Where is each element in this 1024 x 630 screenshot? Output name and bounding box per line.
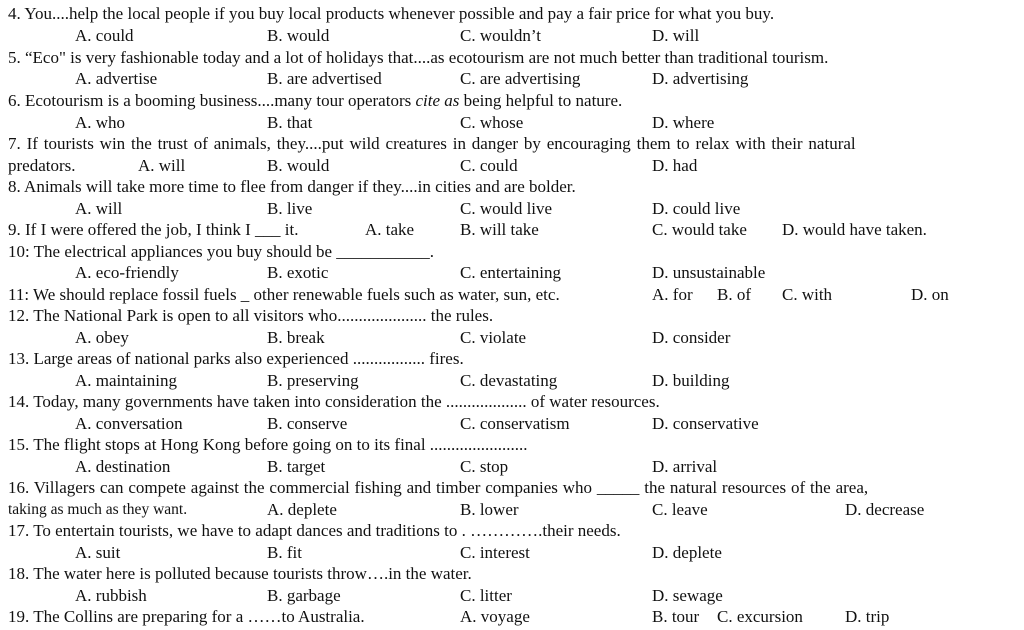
option-d: D. consider bbox=[652, 328, 731, 347]
question-stem bbox=[8, 90, 622, 112]
question-5-options bbox=[0, 68, 1024, 90]
question-8 bbox=[0, 176, 1024, 198]
option-a: A. could bbox=[75, 26, 134, 45]
option-c: C. interest bbox=[460, 543, 530, 562]
option-a: A. eco-friendly bbox=[75, 263, 179, 282]
option-b: B. of bbox=[717, 285, 751, 304]
question-stem: 17. To entertain tourists, we have to adapt dances and traditions to . ………….their needs. bbox=[8, 521, 621, 540]
option-a: A. suit bbox=[75, 543, 121, 562]
question-10-options bbox=[0, 262, 1024, 284]
option-d: D. conservative bbox=[652, 414, 759, 433]
option-a: A. take bbox=[365, 220, 415, 239]
question-stem: 10: The electrical appliances you buy should be ___________. bbox=[8, 242, 435, 261]
option-a: A. who bbox=[75, 113, 126, 132]
question-12-options bbox=[0, 327, 1024, 349]
question-16 bbox=[0, 477, 1024, 499]
option-a: A. conversation bbox=[75, 414, 183, 433]
option-c: C. conservatism bbox=[460, 414, 570, 433]
question-15 bbox=[0, 434, 1024, 456]
option-c: C. stop bbox=[460, 457, 509, 476]
option-b: B. live bbox=[267, 199, 313, 218]
question-stem: 19. The Collins are preparing for a ……to Australia. bbox=[8, 607, 365, 626]
option-a: A. obey bbox=[75, 328, 129, 347]
option-d: D. unsustainable bbox=[652, 263, 766, 282]
option-c: C. are advertising bbox=[460, 69, 581, 88]
option-b: B. conserve bbox=[267, 414, 348, 433]
option-a: A. will bbox=[75, 199, 123, 218]
question-13 bbox=[0, 348, 1024, 370]
option-d: D. could live bbox=[652, 199, 741, 218]
option-a: A. maintaining bbox=[75, 371, 177, 390]
question-10 bbox=[0, 241, 1024, 263]
question-12 bbox=[0, 305, 1024, 327]
option-a: A. destination bbox=[75, 457, 171, 476]
option-a: A. deplete bbox=[267, 500, 337, 519]
option-d: D. arrival bbox=[652, 457, 718, 476]
question-stem-continued: taking as much as they want. bbox=[8, 501, 188, 518]
option-d: D. trip bbox=[845, 607, 890, 626]
option-c: C. devastating bbox=[460, 371, 558, 390]
option-a: A. will bbox=[138, 156, 186, 175]
option-b: B. target bbox=[267, 457, 326, 476]
option-c: C. excursion bbox=[717, 607, 803, 626]
option-d: D. on bbox=[911, 285, 949, 304]
option-b: B. will take bbox=[460, 220, 539, 239]
option-b: B. are advertised bbox=[267, 69, 382, 88]
option-d: D. advertising bbox=[652, 69, 749, 88]
question-15-options bbox=[0, 456, 1024, 478]
option-b: B. garbage bbox=[267, 586, 341, 605]
option-c: C. whose bbox=[460, 113, 524, 132]
option-d: D. deplete bbox=[652, 543, 722, 562]
option-c: C. would take bbox=[652, 220, 747, 239]
option-d: D. decrease bbox=[845, 500, 925, 519]
option-b: B. exotic bbox=[267, 263, 329, 282]
option-d: D. where bbox=[652, 113, 715, 132]
option-c: C. violate bbox=[460, 328, 527, 347]
option-b: B. tour bbox=[652, 607, 700, 626]
question-4-options bbox=[0, 25, 1024, 47]
option-b: B. would bbox=[267, 26, 330, 45]
option-a: A. for bbox=[652, 285, 693, 304]
question-stem: 9. If I were offered the job, I think I ___ it. bbox=[8, 220, 299, 239]
question-stem: 15. The flight stops at Hong Kong before going on to its final ....................... bbox=[8, 435, 528, 454]
option-d: D. will bbox=[652, 26, 700, 45]
question-stem: 13. Large areas of national parks also experienced ................. fires. bbox=[8, 349, 464, 368]
option-d: D. building bbox=[652, 371, 730, 390]
question-5 bbox=[0, 47, 1024, 69]
question-19 bbox=[0, 606, 1024, 628]
question-18-options bbox=[0, 585, 1024, 607]
option-b: B. that bbox=[267, 113, 313, 132]
option-c: C. would live bbox=[460, 199, 553, 218]
question-13-options bbox=[0, 370, 1024, 392]
question-stem: 14. Today, many governments have taken into consideration the ................... of water resources. bbox=[8, 392, 660, 411]
option-d: D. had bbox=[652, 156, 698, 175]
question-stem: 8. Animals will take more time to flee from danger if they....in cities and are bolder. bbox=[8, 177, 576, 196]
question-17-options bbox=[0, 542, 1024, 564]
question-stem: 12. The National Park is open to all visitors who..................... the rules. bbox=[8, 306, 494, 325]
option-a: A. advertise bbox=[75, 69, 158, 88]
question-7 bbox=[0, 133, 1024, 155]
question-stem: 7. If tourists win the trust of animals, they....put wild creatures in danger by encouraging them to relax with their natural bbox=[8, 134, 856, 153]
stem-text: being helpful to nature. bbox=[459, 91, 623, 110]
option-c: C. leave bbox=[652, 500, 708, 519]
question-14-options bbox=[0, 413, 1024, 435]
option-c: C. with bbox=[782, 285, 833, 304]
stem-italic-text: cite as bbox=[415, 91, 460, 110]
question-17 bbox=[0, 520, 1024, 542]
option-b: B. break bbox=[267, 328, 325, 347]
question-18 bbox=[0, 563, 1024, 585]
option-a: A. rubbish bbox=[75, 586, 147, 605]
question-stem-continued: predators. bbox=[8, 156, 76, 175]
question-stem: 16. Villagers can compete against the commercial fishing and timber companies who _____ the natural resources of the area, bbox=[8, 478, 869, 497]
option-b: B. would bbox=[267, 156, 330, 175]
option-a: A. voyage bbox=[460, 607, 530, 626]
option-d: D. sewage bbox=[652, 586, 723, 605]
option-b: B. fit bbox=[267, 543, 302, 562]
question-6 bbox=[0, 90, 1024, 112]
question-9 bbox=[0, 219, 1024, 241]
question-stem: 11: We should replace fossil fuels _ other renewable fuels such as water, sun, etc. bbox=[8, 285, 560, 304]
option-b: B. preserving bbox=[267, 371, 359, 390]
question-14 bbox=[0, 391, 1024, 413]
option-c: C. litter bbox=[460, 586, 512, 605]
question-16-options bbox=[0, 499, 1024, 521]
option-c: C. could bbox=[460, 156, 518, 175]
option-c: C. entertaining bbox=[460, 263, 562, 282]
question-11 bbox=[0, 284, 1024, 306]
question-stem: 5. “Eco" is very fashionable today and a lot of holidays that....as ecotourism are not much better than traditional tourism. bbox=[8, 48, 829, 67]
option-d: D. would have taken. bbox=[782, 220, 927, 239]
question-8-options bbox=[0, 198, 1024, 220]
question-6-options bbox=[0, 112, 1024, 134]
question-stem: 18. The water here is polluted because tourists throw….in the water. bbox=[8, 564, 472, 583]
stem-text: 6. Ecotourism is a booming business....many tour operators bbox=[8, 91, 416, 110]
question-7-options bbox=[0, 155, 1024, 177]
option-b: B. lower bbox=[460, 500, 519, 519]
option-c: C. wouldn’t bbox=[460, 26, 541, 45]
question-stem: 4. You....help the local people if you buy local products whenever possible and pay a fair price for what you buy. bbox=[8, 4, 775, 23]
question-4 bbox=[0, 3, 1024, 25]
